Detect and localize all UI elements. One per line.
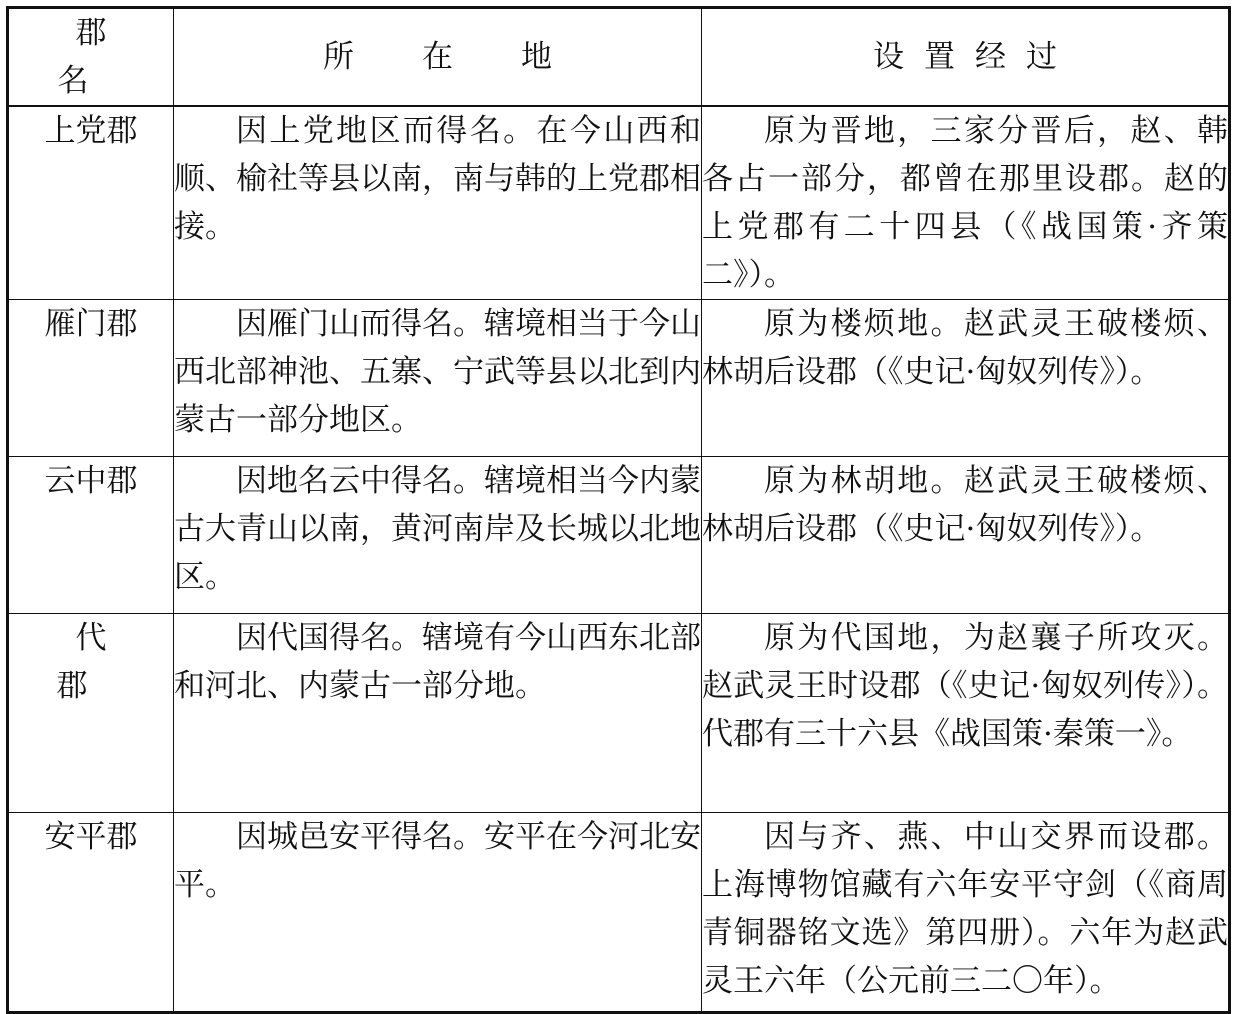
cell-location	[174, 457, 702, 614]
location-text: 因地名云中得名。辖境相当今内蒙古大青山以南，黄河南岸及长城以北地区。	[174, 463, 701, 595]
cell-name	[8, 106, 174, 300]
cell-location	[174, 813, 702, 1013]
table-row	[8, 106, 1230, 300]
header-row	[8, 8, 1230, 107]
table-header	[8, 8, 1230, 107]
history-text: 因与齐、燕、中山交界而设郡。上海博物馆藏有六年安平守剑（《商周青铜器铭文选》第四册）。六年为赵武灵王六年（公元前三二〇年）。	[702, 819, 1228, 999]
cell-name	[8, 614, 174, 813]
location-text: 因代国得名。辖境有今山西东北部和河北、内蒙古一部分地。	[174, 620, 701, 704]
header-location-label: 所在地	[323, 39, 620, 75]
header-history-label: 设置经过	[873, 39, 1077, 75]
table-row	[8, 457, 1230, 614]
history-text: 原为代国地，为赵襄子所攻灭。赵武灵王时设郡（《史记·匈奴列传》）。代郡有三十六县《战国策·秦策一》。	[702, 620, 1228, 752]
cell-history	[702, 614, 1230, 813]
location-text: 因雁门山而得名。辖境相当于今山西北部神池、五寨、宁武等县以北到内蒙古一部分地区。	[174, 306, 701, 438]
table-row	[8, 300, 1230, 457]
commandery-name: 安平郡	[44, 819, 138, 855]
history-text: 原为楼烦地。赵武灵王破楼烦、林胡后设郡（《史记·匈奴列传》）。	[702, 306, 1228, 390]
cell-history	[702, 300, 1230, 457]
commandery-name: 上党郡	[44, 113, 138, 149]
cell-location	[174, 614, 702, 813]
table-body	[8, 106, 1230, 1013]
commandery-name: 云中郡	[44, 463, 138, 499]
cell-location	[174, 300, 702, 457]
cell-location	[174, 106, 702, 300]
location-text: 因上党地区而得名。在今山西和顺、榆社等县以南，南与韩的上党郡相接。	[174, 113, 701, 245]
table-row	[8, 813, 1230, 1013]
cell-history	[702, 813, 1230, 1013]
location-text: 因城邑安平得名。安平在今河北安平。	[174, 819, 701, 903]
header-history	[702, 8, 1230, 107]
commandery-name: 雁门郡	[44, 306, 138, 342]
commandery-table	[6, 6, 1231, 1014]
cell-name	[8, 457, 174, 614]
cell-history	[702, 457, 1230, 614]
cell-name	[8, 300, 174, 457]
cell-history	[702, 106, 1230, 300]
table-row	[8, 614, 1230, 813]
history-text: 原为林胡地。赵武灵王破楼烦、林胡后设郡（《史记·匈奴列传》）。	[702, 463, 1228, 547]
header-location	[174, 8, 702, 107]
header-name	[8, 8, 174, 107]
history-text: 原为晋地，三家分晋后，赵、韩各占一部分，都曾在那里设郡。赵的上党郡有二十四县（《战国策·齐策二》）。	[702, 113, 1228, 293]
header-name-label: 郡名	[57, 15, 143, 99]
cell-name	[8, 813, 174, 1013]
commandery-name: 代郡	[56, 620, 145, 704]
